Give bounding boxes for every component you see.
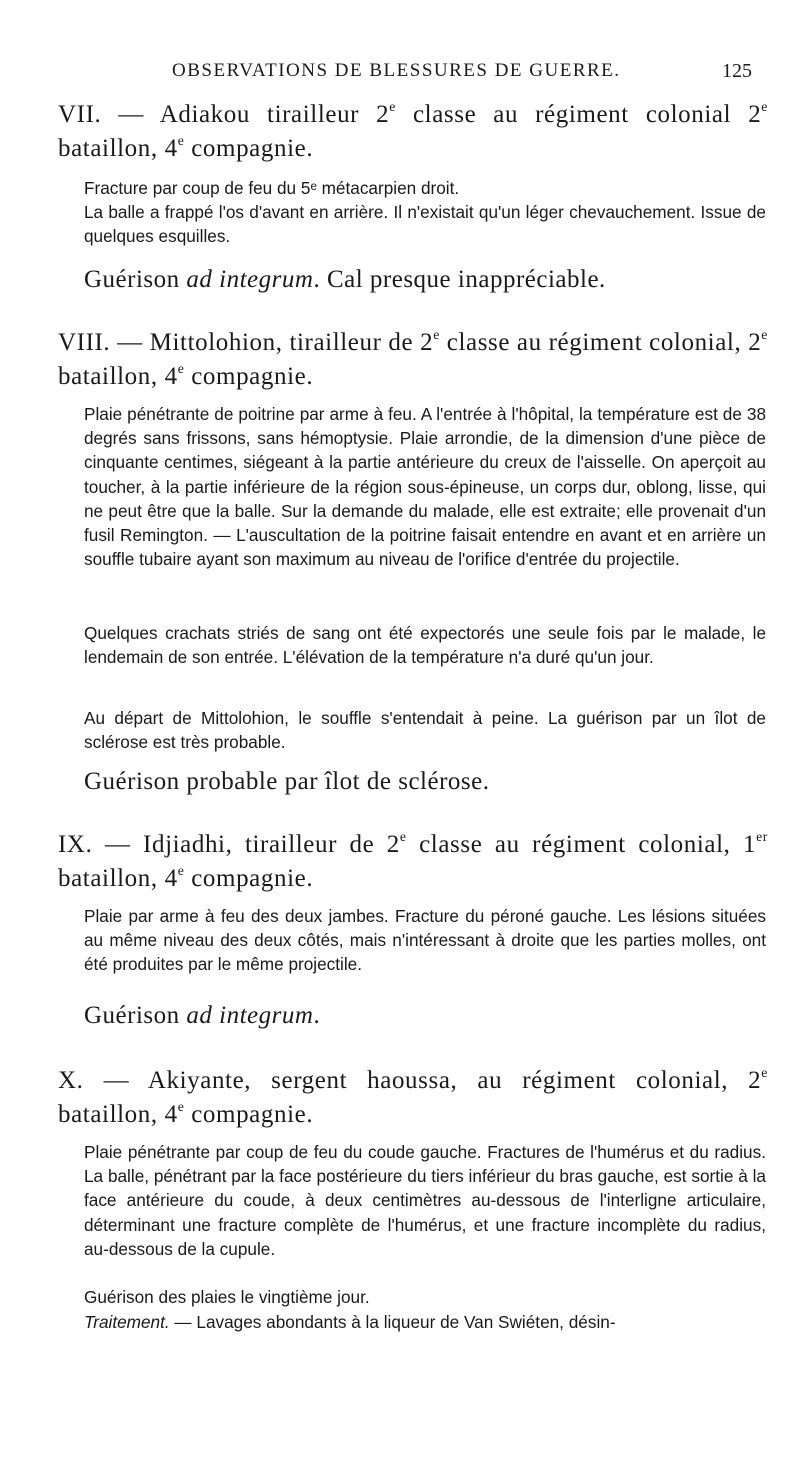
observation-heading-x: X. — Akiyante, sergent haoussa, au régiment colonial, 2e bataillon, 4e compagnie.	[58, 1065, 768, 1128]
observation-heading-vii: VII. — Adiakou tirailleur 2e classe au régiment colonial 2e bataillon, 4e compagnie.	[58, 99, 768, 162]
observation-paragraph: La balle a frappé l'os d'avant en arrière. Il n'existait qu'un léger chevauchement. Issue de quelques esquilles.	[84, 202, 766, 247]
page-number: 125	[722, 60, 752, 82]
observation-paragraph: Plaie par arme à feu des deux jambes. Fracture du péroné gauche. Les lésions situées au même niveau des deux côtés, mais n'intéressant à droite que les parties molles, ont été produites par le même projectile.	[84, 906, 766, 975]
observation-paragraph: Guérison des plaies le vingtième jour.	[84, 1287, 370, 1307]
treatment-paragraph: Traitement. — Lavages abondants à la liqueur de Van Swiéten, désin-	[84, 1312, 616, 1332]
observation-heading-viii: VIII. — Mittolohion, tirailleur de 2e classe au régiment colonial, 2e bataillon, 4e compagnie.	[58, 327, 768, 390]
observation-outcome: Guérison ad integrum. Cal presque inappréciable.	[84, 266, 606, 293]
observation-heading-ix: IX. — Idjiadhi, tirailleur de 2e classe au régiment colonial, 1er bataillon, 4e compagnie.	[58, 829, 768, 892]
running-head	[60, 60, 752, 86]
observation-outcome: Guérison probable par îlot de sclérose.	[84, 768, 490, 795]
treatment-label: Traitement.	[84, 1312, 170, 1332]
observation-paragraph: Fracture par coup de feu du 5ᵉ métacarpien droit.	[84, 178, 460, 198]
observation-paragraph: Au départ de Mittolohion, le souffle s'entendait à peine. La guérison par un îlot de sclérose est très probable.	[84, 708, 766, 753]
observation-paragraph: Quelques crachats striés de sang ont été expectorés une seule fois par le malade, le lendemain de son entrée. L'élévation de la température n'a duré qu'un jour.	[84, 623, 766, 668]
running-head-title: OBSERVATIONS DE BLESSURES DE GUERRE.	[172, 60, 621, 81]
observation-paragraph: Plaie pénétrante par coup de feu du coude gauche. Fractures de l'humérus et du radius. La balle, pénétrant par la face postérieure du tiers inférieur du bras gauche, est sortie à la face antérieure du coude, à deux centimètres au-dessous de l'interligne articulaire, déterminant une fracture complète de l'humérus, et une fracture incomplète du radius, au-dessous de la cupule.	[84, 1142, 766, 1259]
observation-outcome: Guérison ad integrum.	[84, 1002, 321, 1029]
observation-paragraph: Plaie pénétrante de poitrine par arme à feu. A l'entrée à l'hôpital, la température est de 38 degrés sans frissons, sans hémoptysie. Plaie arrondie, de la dimension d'une pièce de cinquante centimes, siégeant à la partie antérieure du creux de l'aisselle. On aperçoit au toucher, à la partie inférieure de la région sous-épineuse, un corps dur, oblong, lisse, qui ne peut être que la balle. Sur la demande du malade, elle est extraite; elle provenait d'un fusil Remington. — L'auscultation de la poitrine faisait entendre en avant et en arrière un souffle tubaire ayant son maximum au niveau de l'orifice d'entrée du projectile.	[84, 404, 766, 570]
